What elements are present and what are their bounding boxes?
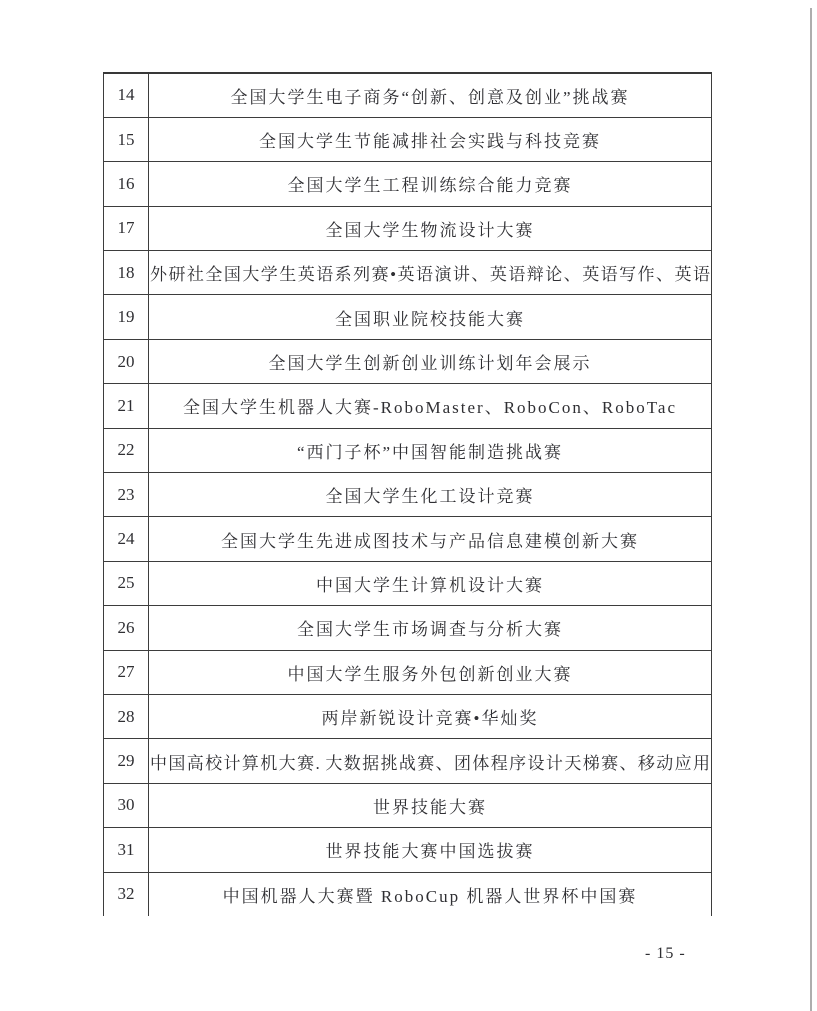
page-number: - 15 - xyxy=(645,945,686,962)
competition-table xyxy=(103,72,712,916)
table-row xyxy=(104,739,712,783)
competition-name: 全国大学生市场调查与分析大赛 xyxy=(149,606,712,650)
table-row xyxy=(104,783,712,827)
row-number: 15 xyxy=(104,117,149,161)
table-row xyxy=(104,694,712,738)
table-row xyxy=(104,73,712,117)
row-number: 24 xyxy=(104,517,149,561)
table-row xyxy=(104,517,712,561)
row-number: 17 xyxy=(104,206,149,250)
row-number: 22 xyxy=(104,428,149,472)
table-row xyxy=(104,650,712,694)
competition-name: 中国大学生计算机设计大赛 xyxy=(149,561,712,605)
table-row xyxy=(104,561,712,605)
competition-name: 全国大学生创新创业训练计划年会展示 xyxy=(149,339,712,383)
competition-name: 世界技能大赛中国选拔赛 xyxy=(149,828,712,872)
row-number: 31 xyxy=(104,828,149,872)
competition-name: “西门子杯”中国智能制造挑战赛 xyxy=(149,428,712,472)
table-row xyxy=(104,339,712,383)
row-number: 27 xyxy=(104,650,149,694)
row-number: 14 xyxy=(104,73,149,117)
row-number: 29 xyxy=(104,739,149,783)
row-number: 23 xyxy=(104,473,149,517)
competition-name: 中国高校计算机大赛. 大数据挑战赛、团体程序设计天梯赛、移动应用 xyxy=(149,739,712,783)
table-row xyxy=(104,606,712,650)
competition-name: 全国大学生节能减排社会实践与科技竞赛 xyxy=(149,117,712,161)
competition-name: 全国大学生机器人大赛-RoboMaster、RoboCon、RoboTac xyxy=(149,384,712,428)
competition-name: 全国大学生化工设计竞赛 xyxy=(149,473,712,517)
row-number: 28 xyxy=(104,694,149,738)
competition-name: 两岸新锐设计竞赛•华灿奖 xyxy=(149,694,712,738)
row-number: 16 xyxy=(104,162,149,206)
row-number: 32 xyxy=(104,872,149,916)
competition-name: 全国大学生电子商务“创新、创意及创业”挑战赛 xyxy=(149,73,712,117)
competition-list xyxy=(103,72,712,916)
competition-name: 外研社全国大学生英语系列赛•英语演讲、英语辩论、英语写作、英语 xyxy=(149,251,712,295)
scan-edge-line xyxy=(810,8,812,1011)
table-row xyxy=(104,117,712,161)
table-row xyxy=(104,428,712,472)
competition-name: 中国机器人大赛暨 RoboCup 机器人世界杯中国赛 xyxy=(149,872,712,916)
row-number: 26 xyxy=(104,606,149,650)
table-row xyxy=(104,206,712,250)
table-row xyxy=(104,828,712,872)
row-number: 30 xyxy=(104,783,149,827)
table-row xyxy=(104,384,712,428)
table-row xyxy=(104,473,712,517)
table-row xyxy=(104,162,712,206)
competition-name: 全国大学生工程训练综合能力竞赛 xyxy=(149,162,712,206)
table-row xyxy=(104,295,712,339)
row-number: 18 xyxy=(104,251,149,295)
table-row xyxy=(104,872,712,916)
competition-name: 世界技能大赛 xyxy=(149,783,712,827)
row-number: 25 xyxy=(104,561,149,605)
competition-name: 全国职业院校技能大赛 xyxy=(149,295,712,339)
table-row xyxy=(104,251,712,295)
competition-name: 全国大学生先进成图技术与产品信息建模创新大赛 xyxy=(149,517,712,561)
row-number: 20 xyxy=(104,339,149,383)
competition-name: 中国大学生服务外包创新创业大赛 xyxy=(149,650,712,694)
row-number: 19 xyxy=(104,295,149,339)
row-number: 21 xyxy=(104,384,149,428)
competition-name: 全国大学生物流设计大赛 xyxy=(149,206,712,250)
